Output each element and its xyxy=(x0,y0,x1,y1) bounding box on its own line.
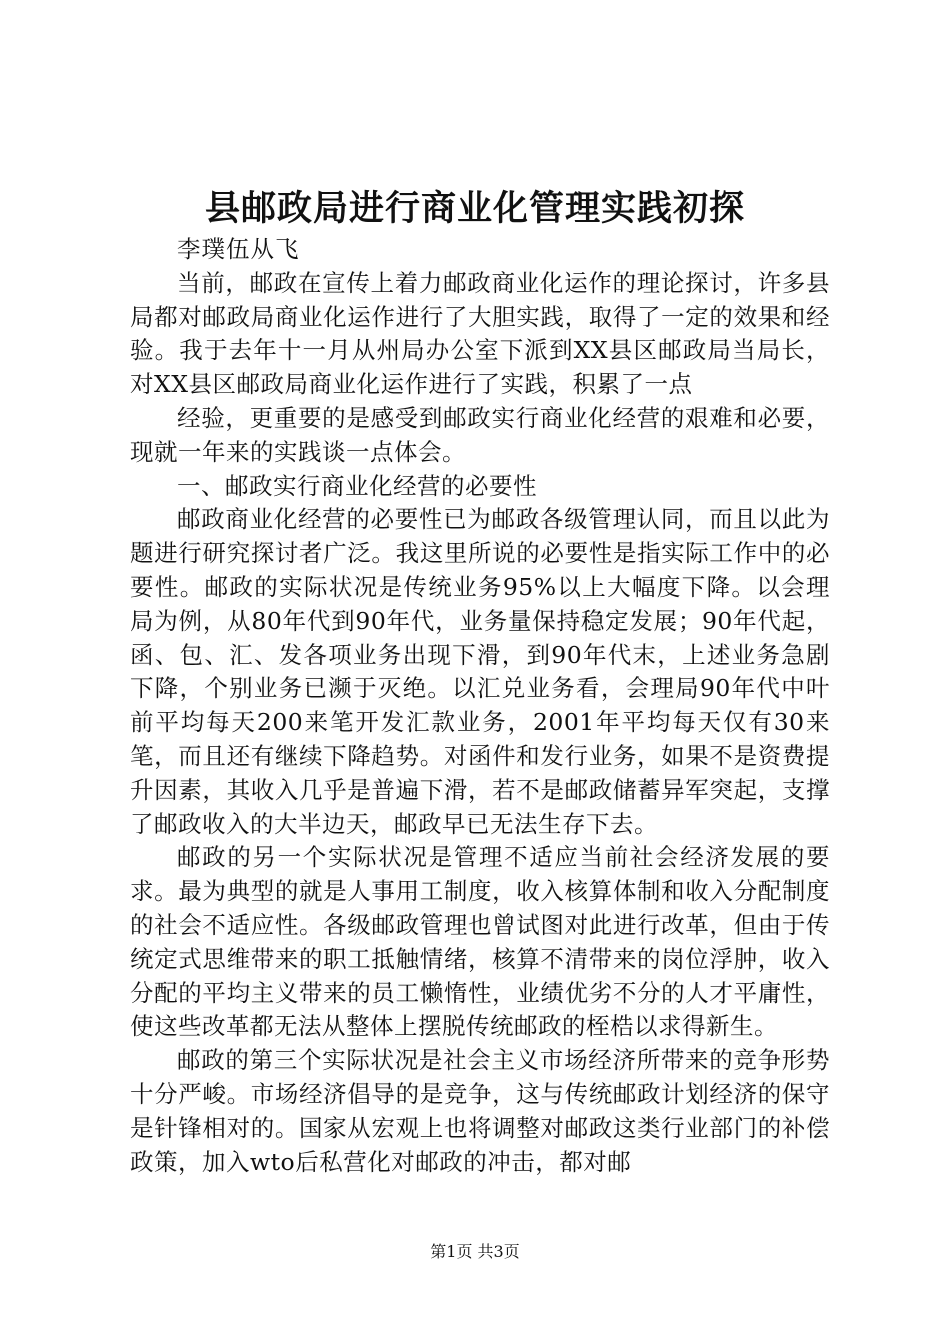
paragraph: 邮政的另一个实际状况是管理不适应当前社会经济发展的要求。最为典型的就是人事用工制度，收入核算体制和收入分配制度的社会不适应性。各级邮政管理也曾试图对此进行改革，但由于传统定式思维带来的职工抵触情绪，核算不清带来的岗位浮肿，收入分配的平均主义带来的员工懒惰性，业绩优劣不分的人才平庸性，使这些改革都无法从整体上摆脱传统邮政的桎梏以求得新生。 xyxy=(130,843,830,1041)
paragraph: 当前，邮政在宣传上着力邮政商业化运作的理论探讨，许多县局都对邮政局商业化运作进行了大胆实践，取得了一定的效果和经验。我于去年十一月从州局办公室下派到XX县区邮政局当局长，对XX县区邮政局商业化运作进行了实践，积累了一点 xyxy=(130,268,830,399)
paragraph: 邮政的第三个实际状况是社会主义市场经济所带来的竞争形势十分严峻。市场经济倡导的是竞争，这与传统邮政计划经济的保守是针锋相对的。国家从宏观上也将调整对邮政这类行业部门的补偿政策，加入wto后私营化对邮政的冲击，都对邮 xyxy=(130,1046,830,1176)
paragraph: 邮政商业化经营的必要性已为邮政各级管理认同，而且以此为题进行研究探讨者广泛。我这里所说的必要性是指实际工作中的必要性。邮政的实际状况是传统业务95%以上大幅度下降。以会理局为例，从80年代到90年代，业务量保持稳定发展；90年代起，函、包、汇、发各项业务出现下滑，到90年代末，上述业务急剧下降，个别业务已濒于灭绝。以汇兑业务看，会理局90年代中叶前平均每天200来笔开发汇款业务，2001年平均每天仅有30来笔，而且还有继续下降趋势。对函件和发行业务，如果不是资费提升因素，其收入几乎是普遍下滑，若不是邮政储蓄异军突起，支撑了邮政收入的大半边天，邮政早已无法生存下去。 xyxy=(130,505,830,838)
page-number-footer: 第1页 共3页 xyxy=(430,1242,520,1261)
author-line: 李璞伍从飞 xyxy=(177,235,300,263)
section-heading: 一、邮政实行商业化经营的必要性 xyxy=(177,471,537,500)
document-title: 县邮政局进行商业化管理实践初探 xyxy=(204,189,745,229)
paragraph: 经验，更重要的是感受到邮政实行商业化经营的艰难和必要，现就一年来的实践谈一点体会。 xyxy=(130,403,830,466)
document-body xyxy=(130,233,830,1179)
